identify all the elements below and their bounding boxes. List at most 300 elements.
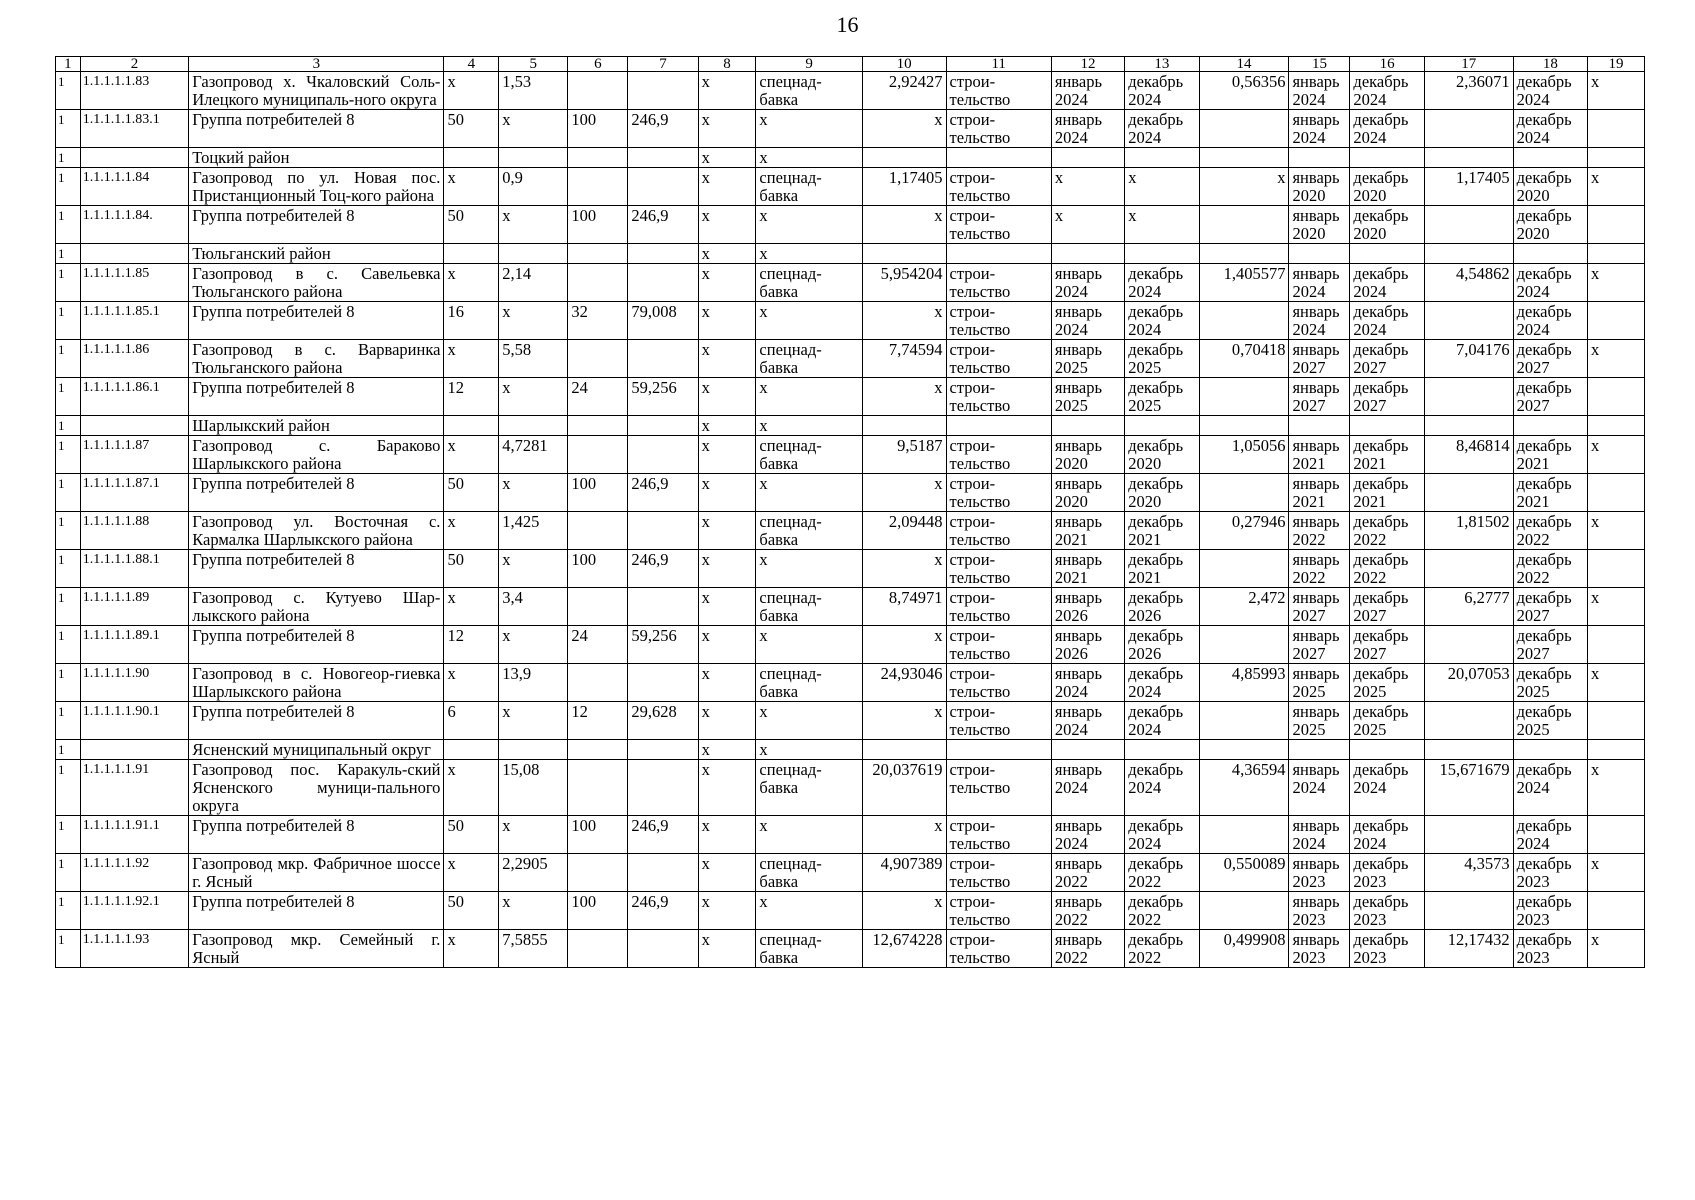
table-cell: 1 [56, 816, 81, 854]
table-cell: 5,58 [499, 340, 568, 378]
table-cell: строи-тельство [946, 854, 1051, 892]
table-cell: Группа потребителей 8 [189, 302, 444, 340]
table-cell: 1,81502 [1424, 512, 1513, 550]
table-cell: Газопровод пос. Каракуль-ский Ясненского муници-пального округа [189, 760, 444, 816]
table-cell: 1.1.1.1.1.92 [80, 854, 188, 892]
header-cell: 12 [1051, 57, 1124, 72]
table-cell [1588, 148, 1645, 168]
table-cell: 1 [56, 740, 81, 760]
table-cell: 29,628 [628, 702, 698, 740]
table-row [56, 930, 1645, 968]
table-cell: январь 2022 [1051, 854, 1124, 892]
column-number-header [56, 57, 1645, 72]
table-cell: x [862, 816, 946, 854]
table-cell: x [698, 474, 756, 512]
table-cell: строи-тельство [946, 930, 1051, 968]
table-cell: декабрь 2024 [1350, 264, 1424, 302]
table-cell [1289, 416, 1350, 436]
table-cell: x [499, 626, 568, 664]
table-cell [499, 740, 568, 760]
table-cell [568, 148, 628, 168]
table-cell: январь 2021 [1289, 436, 1350, 474]
table-cell: 1 [56, 244, 81, 264]
table-cell [1350, 148, 1424, 168]
table-cell: x [756, 816, 862, 854]
table-cell: 1 [56, 702, 81, 740]
table-cell: январь 2027 [1289, 340, 1350, 378]
data-table [55, 56, 1645, 968]
table-cell: декабрь 2020 [1125, 436, 1199, 474]
table-cell: x [698, 72, 756, 110]
table-cell: декабрь 2020 [1125, 474, 1199, 512]
header-cell: 14 [1199, 57, 1289, 72]
table-cell: x [698, 512, 756, 550]
table-row [56, 816, 1645, 854]
table-cell: x [1588, 72, 1645, 110]
table-cell [1424, 206, 1513, 244]
table-cell: 1 [56, 626, 81, 664]
table-cell: 1.1.1.1.1.89 [80, 588, 188, 626]
table-cell [946, 416, 1051, 436]
table-cell: 7,04176 [1424, 340, 1513, 378]
table-cell: 7,74594 [862, 340, 946, 378]
table-cell: декабрь 2024 [1125, 816, 1199, 854]
table-cell [1199, 148, 1289, 168]
table-cell [80, 416, 188, 436]
table-cell [1424, 702, 1513, 740]
table-cell: спецнад-бавка [756, 264, 862, 302]
table-cell: спецнад-бавка [756, 588, 862, 626]
table-cell: x [1588, 760, 1645, 816]
table-cell: x [1125, 168, 1199, 206]
table-cell: январь 2024 [1051, 664, 1124, 702]
table-cell [1125, 244, 1199, 264]
table-cell [1199, 550, 1289, 588]
table-cell: строи-тельство [946, 340, 1051, 378]
table-cell: декабрь 2027 [1513, 340, 1587, 378]
table-cell: x [698, 110, 756, 148]
table-cell: 12 [568, 702, 628, 740]
table-cell [1199, 244, 1289, 264]
table-cell: Группа потребителей 8 [189, 110, 444, 148]
table-cell: декабрь 2026 [1125, 588, 1199, 626]
table-cell: декабрь 2023 [1350, 892, 1424, 930]
table-cell: 24 [568, 378, 628, 416]
table-cell: 32 [568, 302, 628, 340]
table-cell: Газопровод х. Чкаловский Соль-Илецкого муниципаль-ного округа [189, 72, 444, 110]
table-cell: x [756, 302, 862, 340]
table-cell: x [444, 72, 499, 110]
table-cell: декабрь 2025 [1350, 702, 1424, 740]
header-cell: 17 [1424, 57, 1513, 72]
table-cell: 100 [568, 550, 628, 588]
table-cell [862, 740, 946, 760]
table-cell [444, 244, 499, 264]
table-cell: x [698, 436, 756, 474]
table-cell [628, 72, 698, 110]
table-cell: 1.1.1.1.1.86 [80, 340, 188, 378]
table-cell: декабрь 2021 [1513, 474, 1587, 512]
table-cell: декабрь 2025 [1350, 664, 1424, 702]
table-cell: Газопровод по ул. Новая пос. Пристанционный Тоц-кого района [189, 168, 444, 206]
table-cell: декабрь 2024 [1513, 110, 1587, 148]
table-cell: x [862, 474, 946, 512]
table-cell: декабрь 2020 [1350, 206, 1424, 244]
table-cell: x [756, 110, 862, 148]
table-cell [1199, 378, 1289, 416]
table-cell: 0,27946 [1199, 512, 1289, 550]
table-cell [1588, 302, 1645, 340]
table-cell: x [756, 892, 862, 930]
table-cell: декабрь 2020 [1513, 206, 1587, 244]
table-cell: декабрь 2024 [1513, 760, 1587, 816]
table-cell: 1,405577 [1199, 264, 1289, 302]
header-cell: 4 [444, 57, 499, 72]
table-cell [1289, 740, 1350, 760]
table-cell [80, 740, 188, 760]
table-cell: 1,05056 [1199, 436, 1289, 474]
table-cell: 0,70418 [1199, 340, 1289, 378]
table-cell [1125, 148, 1199, 168]
header-cell: 1 [56, 57, 81, 72]
table-cell [1513, 148, 1587, 168]
table-cell: 1 [56, 206, 81, 244]
table-cell: x [698, 168, 756, 206]
table-cell [1513, 244, 1587, 264]
table-cell [1199, 416, 1289, 436]
table-cell: x [444, 664, 499, 702]
table-cell: 4,36594 [1199, 760, 1289, 816]
table-cell: x [444, 588, 499, 626]
table-body [56, 57, 1645, 968]
table-cell [1424, 550, 1513, 588]
table-cell: 1.1.1.1.1.84 [80, 168, 188, 206]
table-row [56, 264, 1645, 302]
table-cell: спецнад-бавка [756, 512, 862, 550]
table-cell: x [862, 378, 946, 416]
table-cell [1289, 244, 1350, 264]
table-cell: январь 2024 [1051, 760, 1124, 816]
header-cell: 3 [189, 57, 444, 72]
table-cell: декабрь 2023 [1350, 854, 1424, 892]
table-row [56, 378, 1645, 416]
table-row [56, 474, 1645, 512]
table-cell: 2,2905 [499, 854, 568, 892]
table-cell [1588, 474, 1645, 512]
table-cell: 12 [444, 378, 499, 416]
table-cell: декабрь 2027 [1350, 378, 1424, 416]
table-cell: 246,9 [628, 474, 698, 512]
table-cell: декабрь 2022 [1125, 930, 1199, 968]
table-cell: январь 2024 [1289, 110, 1350, 148]
table-cell [1424, 302, 1513, 340]
district-row [56, 148, 1645, 168]
table-cell: x [698, 588, 756, 626]
table-cell: 1 [56, 378, 81, 416]
table-cell [568, 244, 628, 264]
table-cell: 1.1.1.1.1.90.1 [80, 702, 188, 740]
table-cell: x [862, 626, 946, 664]
table-cell: 50 [444, 550, 499, 588]
table-cell [1199, 626, 1289, 664]
table-cell [946, 244, 1051, 264]
table-cell: Газопровод с. Бараково Шарлыкского района [189, 436, 444, 474]
table-cell [1424, 378, 1513, 416]
table-cell: январь 2025 [1051, 340, 1124, 378]
table-cell: 4,3573 [1424, 854, 1513, 892]
table-cell: декабрь 2025 [1125, 340, 1199, 378]
table-cell [499, 148, 568, 168]
table-cell [499, 244, 568, 264]
table-cell: 246,9 [628, 550, 698, 588]
table-cell: строи-тельство [946, 378, 1051, 416]
table-cell: x [444, 930, 499, 968]
table-cell: 1,17405 [862, 168, 946, 206]
table-cell [1289, 148, 1350, 168]
table-cell [568, 930, 628, 968]
table-cell: 1 [56, 340, 81, 378]
table-cell [80, 244, 188, 264]
table-cell: январь 2021 [1051, 550, 1124, 588]
table-cell: Группа потребителей 8 [189, 816, 444, 854]
table-cell: 24,93046 [862, 664, 946, 702]
table-cell: декабрь 2022 [1125, 854, 1199, 892]
table-cell: x [444, 512, 499, 550]
table-cell: декабрь 2023 [1513, 854, 1587, 892]
table-cell: x [862, 206, 946, 244]
header-cell: 15 [1289, 57, 1350, 72]
table-row [56, 854, 1645, 892]
table-cell: Газопровод с. Кутуево Шар-лыкского района [189, 588, 444, 626]
table-cell: декабрь 2023 [1513, 930, 1587, 968]
table-cell: x [499, 474, 568, 512]
table-cell: Газопровод ул. Восточная с. Кармалка Шарлыкского района [189, 512, 444, 550]
table-cell [568, 168, 628, 206]
table-cell: 8,46814 [1424, 436, 1513, 474]
table-cell [1513, 740, 1587, 760]
table-cell: x [756, 244, 862, 264]
table-cell: январь 2024 [1051, 816, 1124, 854]
table-cell: Группа потребителей 8 [189, 702, 444, 740]
table-cell: декабрь 2024 [1350, 816, 1424, 854]
table-cell: 2,472 [1199, 588, 1289, 626]
table-cell [1199, 816, 1289, 854]
table-cell [1588, 550, 1645, 588]
table-cell: x [756, 740, 862, 760]
table-cell [628, 416, 698, 436]
table-row [56, 892, 1645, 930]
table-cell: декабрь 2024 [1125, 72, 1199, 110]
table-cell: 1 [56, 168, 81, 206]
table-cell: 5,954204 [862, 264, 946, 302]
table-cell: x [499, 110, 568, 148]
table-cell [568, 740, 628, 760]
table-cell: 8,74971 [862, 588, 946, 626]
table-cell: январь 2025 [1289, 664, 1350, 702]
table-cell: 50 [444, 816, 499, 854]
table-cell: декабрь 2020 [1513, 168, 1587, 206]
table-cell: x [1051, 206, 1124, 244]
table-cell: строи-тельство [946, 474, 1051, 512]
table-cell: 246,9 [628, 110, 698, 148]
table-cell [1588, 816, 1645, 854]
table-cell [1199, 740, 1289, 760]
table-cell [1588, 416, 1645, 436]
table-cell [1350, 244, 1424, 264]
table-cell [628, 664, 698, 702]
table-cell: декабрь 2021 [1513, 436, 1587, 474]
table-cell: январь 2026 [1051, 626, 1124, 664]
table-cell: 246,9 [628, 816, 698, 854]
header-cell: 19 [1588, 57, 1645, 72]
table-cell: 1 [56, 588, 81, 626]
table-cell: 1.1.1.1.1.93 [80, 930, 188, 968]
table-cell: x [698, 760, 756, 816]
table-cell: декабрь 2027 [1350, 340, 1424, 378]
table-cell: спецнад-бавка [756, 760, 862, 816]
table-cell: спецнад-бавка [756, 436, 862, 474]
table-cell [1199, 206, 1289, 244]
table-cell: x [698, 148, 756, 168]
table-cell: x [499, 378, 568, 416]
table-row [56, 760, 1645, 816]
table-cell [628, 512, 698, 550]
table-cell: январь 2024 [1051, 702, 1124, 740]
table-cell: строи-тельство [946, 72, 1051, 110]
table-cell: декабрь 2027 [1513, 588, 1587, 626]
table-cell: январь 2024 [1289, 264, 1350, 302]
table-cell: x [444, 264, 499, 302]
table-cell: 50 [444, 206, 499, 244]
table-cell: x [862, 892, 946, 930]
table-cell: 1.1.1.1.1.88.1 [80, 550, 188, 588]
table-cell: Группа потребителей 8 [189, 892, 444, 930]
table-cell [444, 148, 499, 168]
table-cell: 100 [568, 816, 628, 854]
table-cell: 1 [56, 436, 81, 474]
table-row [56, 588, 1645, 626]
table-cell: 246,9 [628, 892, 698, 930]
table-cell: 100 [568, 110, 628, 148]
table-cell [628, 168, 698, 206]
table-cell: x [698, 664, 756, 702]
table-cell: 20,07053 [1424, 664, 1513, 702]
table-row [56, 340, 1645, 378]
table-cell: Газопровод в с. Варваринка Тюльганского района [189, 340, 444, 378]
table-cell [1125, 740, 1199, 760]
table-cell: 1 [56, 264, 81, 302]
table-cell [499, 416, 568, 436]
table-cell: декабрь 2024 [1513, 302, 1587, 340]
table-row [56, 702, 1645, 740]
table-cell: строи-тельство [946, 664, 1051, 702]
table-cell: строи-тельство [946, 512, 1051, 550]
table-cell: январь 2022 [1289, 512, 1350, 550]
table-cell: x [1588, 436, 1645, 474]
table-row [56, 72, 1645, 110]
table-cell: декабрь 2025 [1513, 702, 1587, 740]
table-cell: декабрь 2024 [1513, 816, 1587, 854]
table-cell: декабрь 2021 [1125, 512, 1199, 550]
table-cell: 1.1.1.1.1.85 [80, 264, 188, 302]
table-cell: 9,5187 [862, 436, 946, 474]
table-cell: 15,08 [499, 760, 568, 816]
table-cell: x [862, 702, 946, 740]
table-cell [628, 930, 698, 968]
table-cell: x [444, 340, 499, 378]
header-cell: 16 [1350, 57, 1424, 72]
table-cell: январь 2027 [1289, 378, 1350, 416]
table-cell: декабрь 2022 [1125, 892, 1199, 930]
header-cell: 9 [756, 57, 862, 72]
table-cell [946, 740, 1051, 760]
table-cell: 1.1.1.1.1.83 [80, 72, 188, 110]
table-cell: 100 [568, 474, 628, 512]
table-cell: строи-тельство [946, 892, 1051, 930]
table-cell: строи-тельство [946, 302, 1051, 340]
table-cell: январь 2020 [1289, 206, 1350, 244]
table-cell: январь 2024 [1289, 760, 1350, 816]
table-cell: x [698, 206, 756, 244]
table-row [56, 168, 1645, 206]
table-cell: 6,2777 [1424, 588, 1513, 626]
table-cell: январь 2021 [1051, 512, 1124, 550]
table-cell: декабрь 2021 [1350, 436, 1424, 474]
table-cell: x [756, 206, 862, 244]
table-cell: спецнад-бавка [756, 340, 862, 378]
table-cell: x [698, 930, 756, 968]
table-cell: x [499, 206, 568, 244]
table-cell: 1,53 [499, 72, 568, 110]
table-row [56, 436, 1645, 474]
table-cell: 7,5855 [499, 930, 568, 968]
table-cell: 15,671679 [1424, 760, 1513, 816]
header-cell: 10 [862, 57, 946, 72]
table-cell [444, 740, 499, 760]
table-cell: декабрь 2027 [1350, 588, 1424, 626]
table-row [56, 550, 1645, 588]
table-cell: 1 [56, 416, 81, 436]
table-cell: декабрь 2024 [1125, 302, 1199, 340]
table-cell: x [698, 816, 756, 854]
table-cell: 1 [56, 110, 81, 148]
table-cell [568, 436, 628, 474]
table-cell: 1.1.1.1.1.84. [80, 206, 188, 244]
table-cell: x [756, 702, 862, 740]
district-row [56, 740, 1645, 760]
table-cell [568, 72, 628, 110]
table-cell: 79,008 [628, 302, 698, 340]
table-cell: 2,09448 [862, 512, 946, 550]
header-cell: 2 [80, 57, 188, 72]
table-cell: Тоцкий район [189, 148, 444, 168]
table-cell: 1.1.1.1.1.85.1 [80, 302, 188, 340]
table-cell: январь 2020 [1051, 474, 1124, 512]
table-cell: 1,425 [499, 512, 568, 550]
table-cell: x [698, 740, 756, 760]
table-cell: 4,907389 [862, 854, 946, 892]
table-cell: 1.1.1.1.1.89.1 [80, 626, 188, 664]
table-cell: январь 2024 [1051, 110, 1124, 148]
table-cell: 50 [444, 474, 499, 512]
table-cell: строи-тельство [946, 760, 1051, 816]
table-cell: январь 2020 [1289, 168, 1350, 206]
table-cell [568, 340, 628, 378]
table-cell: x [1588, 264, 1645, 302]
table-cell: 2,36071 [1424, 72, 1513, 110]
table-cell: январь 2024 [1289, 302, 1350, 340]
table-cell: 100 [568, 206, 628, 244]
